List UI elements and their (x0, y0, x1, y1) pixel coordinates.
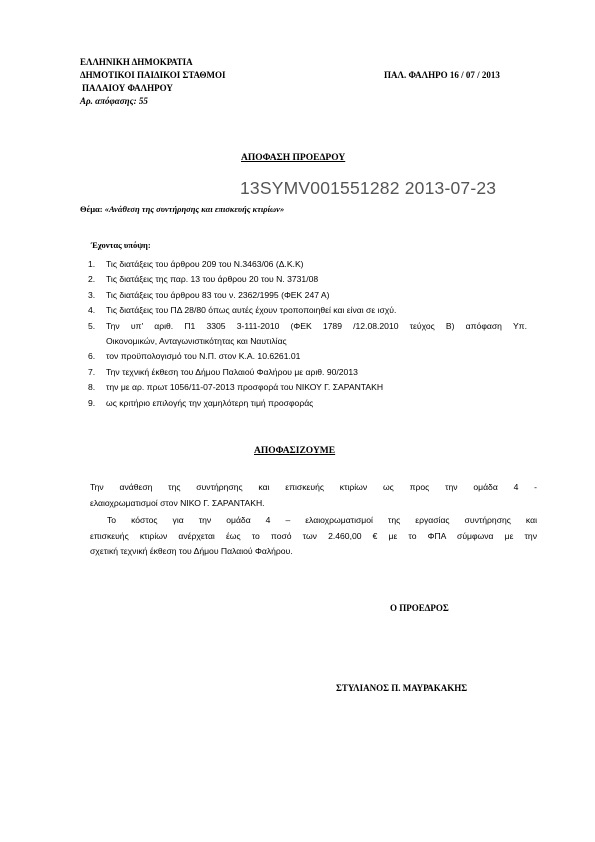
list-item (88, 303, 527, 318)
signatory-name: ΣΤΥΛΙΑΝΟΣ Π. ΜΑΥΡΑΚΑΚΗΣ (336, 683, 468, 693)
header-line-1: ΕΛΛΗΝΙΚΗ ΔΗΜΟΚΡΑΤΙΑ (80, 57, 193, 67)
subject-value: «Ανάθεση της συντήρησης και επισκευής κτιρίων» (104, 204, 285, 214)
list-item-number: 3. (88, 289, 96, 300)
paragraph-1-line-1: Την ανάθεση της συντήρησης και επισκευής κτιρίων ως προς την ομάδα 4 - (90, 482, 537, 492)
list-item-text: Την υπ' αριθ. Π1 3305 3-111-2010 (ΦΕΚ 1789 /12.08.2010 τεύχος Β) απόφαση Υπ. (106, 320, 527, 331)
list-item (88, 272, 527, 287)
list-item-text: Την τεχνική έκθεση του Δήμου Παλαιού Φαλήρου με αριθ. 90/2013 (106, 366, 358, 377)
list-item-number: 4. (88, 305, 96, 316)
ada-code: 13SYMV001551282 2013-07-23 (240, 178, 497, 198)
list-item-number: 6. (88, 351, 96, 362)
list-item-text: ως κριτήριο επιλογής την χαμηλότερη τιμή προσφοράς (106, 397, 314, 408)
subject-label: Θέμα: (80, 204, 103, 214)
list-item-number: 9. (88, 397, 96, 408)
paragraph-2-line-3: σχετική τεχνική έκθεση του Δήμου Παλαιού Φαλήρου. (90, 546, 293, 557)
list-item-continuation: Οικονομικών, Ανταγωνιστικότητας και Ναυτιλίας (106, 335, 287, 346)
list-item-text: Τις διατάξεις της παρ. 13 του άρθρου 20 του Ν. 3731/08 (106, 274, 319, 285)
paragraph-2-line-1: Το κόστος για την ομάδα 4 – ελαιοχρωματισμοί της εργασίας συντήρησης και (107, 515, 537, 525)
document-title: ΑΠΟΦΑΣΗ ΠΡΟΕΔΡΟΥ (241, 153, 346, 163)
list-item (88, 349, 527, 364)
list-item (88, 380, 527, 395)
decide-heading: ΑΠΟΦΑΣΙΖΟΥΜΕ (254, 446, 336, 456)
list-item (88, 396, 527, 411)
list-item-text: τον προϋπολογισμό του Ν.Π. στον Κ.Α. 10.6261.01 (106, 351, 301, 362)
paragraph-2-line-2: επισκευής κτιρίων ανέρχεται έως το ποσό των 2.460,00 € με το ΦΠΑ σύμφωνα με την (90, 530, 537, 541)
list-item-text: Τις διατάξεις του άρθρου 209 του Ν.3463/06 (Δ.Κ.Κ) (106, 259, 304, 269)
list-item-number: 2. (88, 274, 96, 285)
considerations-list (88, 257, 527, 411)
list-item (88, 288, 527, 303)
header-line-2: ΔΗΜΟΤΙΚΟΙ ΠΑΙΔΙΚΟΙ ΣΤΑΘΜΟΙ (80, 70, 226, 80)
list-item-number: 5. (88, 320, 96, 331)
paragraph-1-line-2: ελαιοχρωματισμοί στον ΝΙΚΟ Γ. ΣΑΡΑΝΤΑΚΗ. (90, 497, 265, 508)
list-item (88, 319, 527, 350)
list-item-number: 8. (88, 382, 96, 393)
decision-number: Αρ. απόφασης: 55 (80, 96, 148, 106)
list-item (88, 257, 527, 272)
list-item (88, 365, 527, 380)
header-line-3: ΠΑΛΑΙΟΥ ΦΑΛΗΡΟΥ (82, 83, 173, 93)
list-item-text: Τις διατάξεις του άρθρου 83 του ν. 2362/1995 (ΦΕΚ 247 Α) (106, 289, 330, 300)
place-date: ΠΑΛ. ΦΑΛΗΡΟ 16 / 07 / 2013 (384, 70, 500, 80)
subject-line (80, 204, 284, 214)
decision-paragraph-2 (90, 513, 537, 560)
considering-heading: Έχοντας υπόψη: (91, 240, 151, 250)
list-item-text: την με αρ. πρωτ 1056/11-07-2013 προσφορά του ΝΙΚΟΥ Γ. ΣΑΡΑΝΤΑΚΗ (106, 382, 384, 393)
list-item-text: Τις διατάξεις του ΠΔ 28/80 όπως αυτές έχουν τροποποιηθεί και είναι σε ισχύ. (106, 305, 397, 316)
list-item-number: 1. (88, 259, 96, 269)
list-item-number: 7. (88, 366, 96, 377)
decision-paragraph-1 (90, 480, 537, 511)
president-title: Ο ΠΡΟΕΔΡΟΣ (390, 603, 449, 613)
